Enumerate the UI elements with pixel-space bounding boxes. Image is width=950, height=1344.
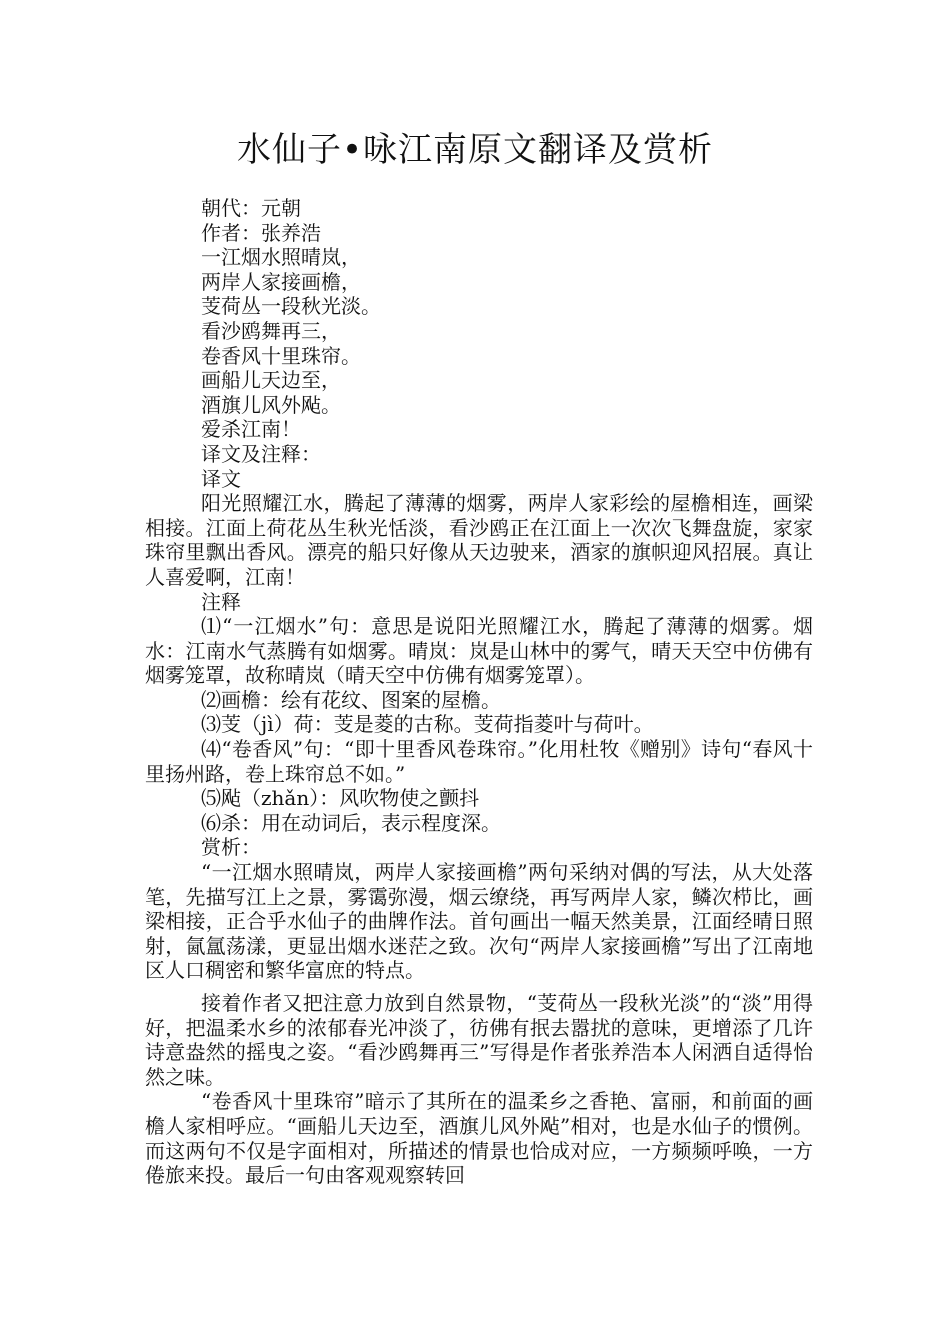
note-item: ⑴“一江烟水”句：意思是说阳光照耀江水，腾起了薄薄的烟雾。烟水：江南水气蒸腾有如烟雾。晴岚：岚是山林中的雾气，晴天天空中仿佛有烟雾笼罩，故称晴岚（晴天空中仿佛有烟雾笼罩）。: [145, 614, 813, 688]
poem-line: 一江烟水照晴岚，: [201, 245, 361, 270]
notes-heading: 注释: [201, 589, 241, 614]
poem-line: 两岸人家接画檐，: [201, 269, 361, 294]
document-body: [145, 196, 813, 1188]
poem-line: 爱杀江南！: [201, 417, 301, 442]
appreciation-paragraph: 接着作者又把注意力放到自然景物，“芰荷丛一段秋光淡”的“淡”用得好，把温柔水乡的浓郁春光冲淡了，彷佛有抿去嚣扰的意味，更增添了几许诗意盎然的摇曳之姿。“看沙鸥舞再三”写得是作者张养浩本人闲洒自适得怡然之味。: [145, 991, 813, 1089]
document-title: 水仙子•咏江南原文翻译及赏析: [236, 130, 714, 170]
poem-line: 看沙鸥舞再三，: [201, 318, 341, 343]
poem-line: 卷香风十里珠帘。: [201, 343, 361, 368]
note-item: ⑵画檐：绘有花纹、图案的屋檐。: [201, 687, 501, 712]
note-item: ⑸飐（zhǎn）：风吹物使之颤抖: [201, 786, 480, 811]
dynasty-line: 朝代：元朝: [201, 196, 301, 220]
translation-notes-heading: 译文及注释：: [201, 441, 321, 466]
poem-line: 画船儿天边至，: [201, 368, 341, 393]
poem-line: 芰荷丛一段秋光淡。: [201, 294, 381, 319]
note-item: ⑹杀：用在动词后，表示程度深。: [201, 810, 501, 835]
appreciation-paragraph: “卷香风十里珠帘”暗示了其所在的温柔乡之香艳、富丽，和前面的画檐人家相呼应。“画船儿天边至，酒旗儿风外飐”相对，也是水仙子的惯例。而这两句不仅是字面相对，所描述的情景也恰成对应，一方频频呼唤，一方倦旅来投。最后一句由客观观察转回: [145, 1089, 813, 1188]
author-line: 作者：张养浩: [201, 220, 321, 245]
translation-heading: 译文: [201, 466, 241, 491]
poem-line: 酒旗儿风外飐。: [201, 392, 341, 417]
note-item: ⑷“卷香风”句：“即十里香风卷珠帘。”化用杜牧《赠别》诗句“春风十里扬州路，卷上珠帘总不如。”: [145, 737, 813, 786]
appreciation-paragraph: “一江烟水照晴岚，两岸人家接画檐”两句采纳对偶的写法，从大处落笔，先描写江上之景，雾霭弥漫，烟云缭绕，再写两岸人家，鳞次栉比，画梁相接，正合乎水仙子的曲牌作法。首句画出一幅天然美景，江面经晴日照射，氤氲荡漾，更显出烟水迷茫之致。次句“两岸人家接画檐”写出了江南地区人口稠密和繁华富庶的特点。: [145, 860, 813, 983]
translation-paragraph: 阳光照耀江水，腾起了薄薄的烟雾，两岸人家彩绘的屋檐相连，画梁相接。江面上荷花丛生秋光恬淡，看沙鸥正在江面上一次次飞舞盘旋，家家珠帘里飘出香风。漂亮的船只好像从天边驶来，酒家的旗帜迎风招展。真让人喜爱啊，江南！: [145, 491, 813, 589]
note-item: ⑶芰（jì）荷：芰是菱的古称。芰荷指菱叶与荷叶。: [201, 712, 654, 737]
appreciation-heading: 赏析：: [201, 835, 261, 860]
